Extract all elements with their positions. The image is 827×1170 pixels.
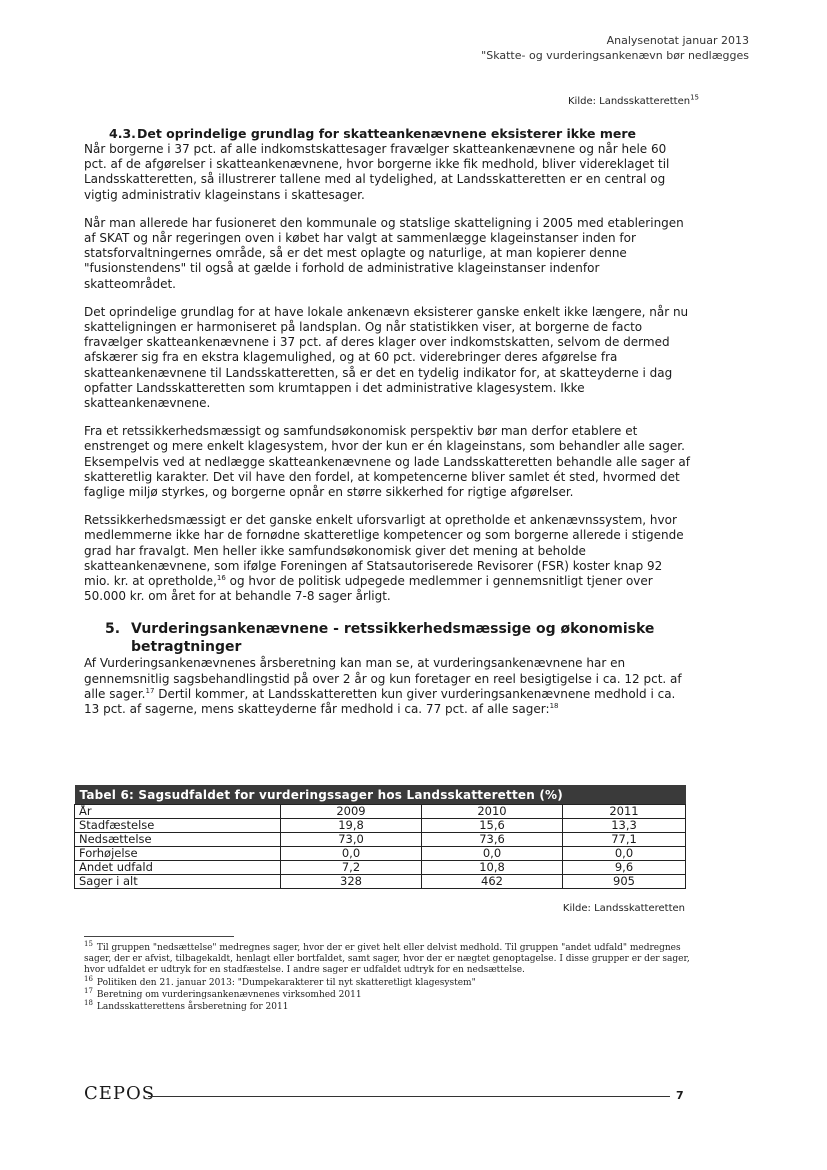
footnote-number: 18 [84,999,93,1008]
footnote [84,999,694,1013]
table-row [75,875,686,889]
table-cell: 462 [422,875,563,889]
table-cell: Nedsættelse [75,833,281,847]
table-cell: 77,1 [563,833,686,847]
footnote-text: Til gruppen "nedsættelse" medregnes sager, hvor der er givet helt eller delvist medhold. Til gruppen "andet udfald" medregnes sager, der er afvist, tilbagekaldt, henlagt eller bortfaldet, samt sager, hvor der er nægtet genoptagelse. I disse grupper er der sager, hvor udfaldet er udtryk for en stadfæstelse. I andre sager er udfaldet udtryk for en nedsættelse. [84,943,690,976]
section-title-line1: Vurderingsankenævnene - retssikkerhedsmæssige og økonomiske [131,621,655,638]
table-header-cell: 2010 [422,805,563,819]
table-cell: 7,2 [281,861,422,875]
footnote-number: 15 [84,940,93,948]
paragraph: Når man allerede har fusioneret den kommunale og statslige skatteligning i 2005 med etableringen af SKAT og når regeringen oven i købet har valgt at sammenlægge klageinstanser inden for statsforvaltningernes område, så er det mest oplagte og naturlige, at man kopierer denne "fusionstendens" til også at gælde i forhold de administrative klageinstanser indenfor skatteområdet. [84,215,684,291]
paragraph: Det oprindelige grundlag for at have lokale ankenævn eksisterer ganske enkelt ikke længere, når nu skatteligningen er harmoniseret på landsplan. Og når statistikken viser, at borgerne de facto fravælger skatteankenævnene i 37 pct. af deres klager over indkomstskatten, selvom de dermed afskærer sig fra en ekstra klagemulighed, og at 60 pct. viderebringer deres afgørelse fra skatteankenævnene til Landsskatteretten, så er det en tydelig indikator for, at skatteyderne i dag opfatter Landsskatteretten som krumtappen i det administrative klagesystem. Ikke skatteankenævnene. [84,304,689,411]
footnotes [84,940,694,1014]
table-cell: 9,6 [563,861,686,875]
table-cell: 15,6 [422,819,563,833]
source-text: Kilde: Landsskatteretten [567,96,691,107]
source-note-bottom: Kilde: Landsskatteretten [562,903,685,914]
section-title-line2: betragtninger [131,639,242,656]
table-row [75,833,686,847]
table-title: Tabel 6: Sagsudfaldet for vurderingssager hos Landsskatteretten (%) [75,785,686,805]
subsection-heading [84,126,692,142]
section-heading [84,620,692,656]
section-number: 5. [105,621,121,638]
footnote-text: Politiken den 21. januar 2013: "Dumpekarakterer til nyt skatteretligt klagesystem" [96,977,476,988]
subsection-number: 4.3. [109,126,136,141]
table-cell: 19,8 [281,819,422,833]
footnote [84,940,694,977]
table-row [75,847,686,861]
source-note-top [567,93,699,107]
running-header-title: "Skatte- og vurderingsankenævn bør nedlægges [481,49,749,62]
table-cell: 0,0 [281,847,422,861]
table-header-cell: 2011 [563,805,686,819]
paragraph: Når borgerne i 37 pct. af alle indkomstskattesager fravælger skatteankenævnene og når hele 60 pct. af de afgørelser i skatteankenævnene, hvor borgerne ikke fik medhold, bliver videreklaget til Landsskatteretten, så illustrerer tallene med al tydelighed, at Landsskatteretten er en central og vigtig administrativ klageinstans i skattesager. [84,142,670,202]
footer-rule [148,1096,670,1097]
footnote-ref: 17 [145,686,155,695]
table-cell: 13,3 [563,819,686,833]
table-cell: 0,0 [422,847,563,861]
running-header-date: Analysenotat januar 2013 [606,34,749,47]
footnote-number: 17 [84,986,93,995]
paragraph-text: Af Vurderingsankenævnenes årsberetning kan man se, at vurderingsankenævnene har en gennemsnitlig sagsbehandlingstid på over 2 år og kun foretager en reel besigtigelse i ca. 12 pct. af alle sager. [84,656,682,701]
cepos-logo: CEPOS [84,1083,156,1104]
paragraph-text: og hvor de politisk udpegede medlemmer i gennemsnitligt tjener over 50.000 kr. om året for at behandle 7-8 sager årligt. [84,574,653,604]
results-table [74,785,686,889]
footnote-separator [84,936,234,937]
paragraph-text: Retssikkerhedsmæssigt er det ganske enkelt uforsvarligt at opretholde et ankenævnssystem, hvor medlemmerne ikke har de fornødne skatteretlige kompetencer og som borgerne allerede i stigende grad har fravalgt. Men heller ikke samfundsøkonomisk giver det mening at beholde skatteankenævnene, som ifølge Foreningen af Statsautoriserede Revisorer (FSR) koster knap 92 mio. kr. at opretholde, [84,513,684,589]
footnote-ref: 15 [690,93,699,102]
table-cell: 73,6 [422,833,563,847]
table-cell: 328 [281,875,422,889]
table-header-row [75,805,686,819]
subsection-title: Det oprindelige grundlag for skatteankenævnene eksisterer ikke mere [137,126,637,141]
table-row [75,819,686,833]
table-cell: Sager i alt [75,875,281,889]
table-header-cell: 2009 [281,805,422,819]
table-cell: 905 [563,875,686,889]
footnote [84,986,694,1001]
paragraph: Fra et retssikkerhedsmæssigt og samfundsøkonomisk perspektiv bør man derfor etablere et enstrenget og mere enkelt klagesystem, hvor der kun er én klageinstans, som behandler alle sager. Eksempelvis ved at nedlægge skatteankenævnene og lade Landsskatteretten behandle alle sager af skatteretlig karakter. Det vil have den fordel, at kompetencerne bliver samlet ét sted, hvormed det faglige miljø styrkes, og borgerne opnår en større sikkerhed for rigtige afgørelser. [84,424,690,500]
footnote-text: Beretning om vurderingsankenævnenes virksomhed 2011 [96,989,362,1000]
table-cell: Forhøjelse [75,847,281,861]
paragraph [84,656,692,717]
main-content [84,126,692,730]
footnote-ref: 18 [549,702,559,711]
table-cell: Stadfæstelse [75,819,281,833]
footnote [84,974,694,989]
footnote-text: Landsskatterettens årsberetning for 2011 [96,1002,289,1013]
table-cell: 73,0 [281,833,422,847]
footnote-number: 16 [84,974,93,983]
paragraph-text: Dertil kommer, at Landsskatteretten kun giver vurderingsankenævnene medhold i ca. 13 pct. af sagerne, mens skatteyderne får medhold i ca. 77 pct. af alle sager: [84,686,676,717]
footnote-ref: 16 [216,574,226,583]
table-header-cell: År [75,805,281,819]
table-row [75,861,686,875]
table-cell: Andet udfald [75,861,281,875]
table-cell: 0,0 [563,847,686,861]
page-number: 7 [676,1089,684,1102]
paragraph [84,513,692,604]
table-cell: 10,8 [422,861,563,875]
